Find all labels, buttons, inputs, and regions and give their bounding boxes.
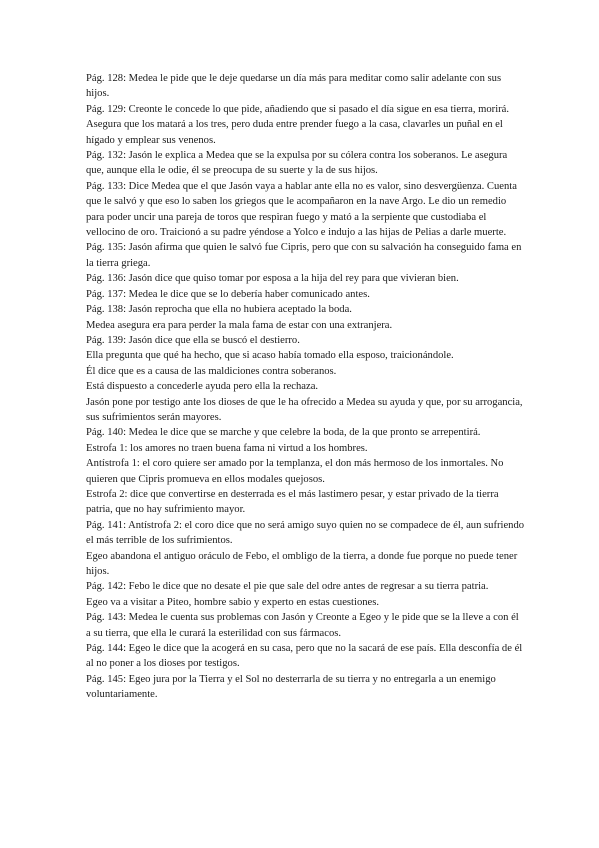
- paragraph: Pág. 144: Egeo le dice que la acogerá en su casa, pero que no la sacará de ese país. Ella desconfía de él al no poner a los dioses por testigos.: [86, 643, 523, 670]
- paragraph: Pág. 143: Medea le cuenta sus problemas con Jasón y Creonte a Egeo y le pide que se la lleve a con él a su tierra, que ella le curará la esterilidad con sus fármacos.: [86, 612, 519, 639]
- paragraph: Asegura que los matará a los tres, pero duda entre prender fuego a la casa, clavarles un puñal en el hígado y emplear sus venenos.: [86, 119, 503, 146]
- paragraph: Pág. 139: Jasón dice que ella se buscó el destierro.: [86, 334, 300, 346]
- paragraph: Pág. 129: Creonte le concede lo que pide, añadiendo que si pasado el día sigue en esa tierra, morirá.: [86, 103, 510, 115]
- paragraph: Está dispuesto a concederle ayuda pero ella la rechaza.: [86, 381, 319, 393]
- document-body: [86, 71, 526, 703]
- paragraph: Antístrofa 1: el coro quiere ser amado por la templanza, el don más hermoso de los inmortales. No quieren que Cipris promueva en ellos modales quejosos.: [86, 458, 504, 485]
- paragraph: Él dice que es a causa de las maldiciones contra soberanos.: [86, 365, 337, 377]
- paragraph: Pág. 145: Egeo jura por la Tierra y el Sol no desterrarla de su tierra y no entregarla a un enemigo voluntariamente.: [86, 673, 496, 701]
- paragraph: Pág. 136: Jasón dice que quiso tomar por esposa a la hija del rey para que vivieran bien.: [86, 273, 459, 285]
- paragraph: Pág. 128: Medea le pide que le deje quedarse un día más para meditar como salir adelante con sus hijos.: [86, 73, 502, 100]
- paragraph: Pág. 135: Jasón afirma que quien le salvó fue Cipris, pero que con su salvación ha conseguido fama en la tierra griega.: [86, 242, 522, 269]
- paragraph: Jasón pone por testigo ante los dioses de que le ha ofrecido a Medea su ayuda y que, por su arrogancia, sus sufrimientos serán mayores.: [86, 396, 523, 423]
- paragraph: Estrofa 1: los amores no traen buena fama ni virtud a los hombres.: [86, 442, 368, 454]
- paragraph: Estrofa 2: dice que convertirse en desterrada es el más lastimero pesar, y estar privado de la tierra patria, que no hay sufrimiento mayor.: [86, 488, 499, 516]
- paragraph: Ella pregunta que qué ha hecho, que si acaso había tomado ella esposo, traicionándole.: [86, 350, 454, 362]
- paragraph: Pág. 138: Jasón reprocha que ella no hubiera aceptado la boda.: [86, 304, 352, 316]
- paragraph: Pág. 133: Dice Medea que el que Jasón vaya a hablar ante ella no es valor, sino desvergüenza. Cuenta que le salvó y que eso lo saben los griegos que le acompañaron en la nave Argo. Le dio un remedio para poder uncir una pareja de toros que respiran fuego y mató a la serpiente que custodiaba el vellocino de oro. Traicionó a su padre yéndose a Yolco e indujo a las hijas de Pelias a darle muerte.: [86, 180, 517, 239]
- paragraph: Egeo abandona el antiguo oráculo de Febo, el ombligo de la tierra, a donde fue porque no puede tener hijos.: [86, 550, 518, 577]
- paragraph: Pág. 132: Jasón le explica a Medea que se la expulsa por su cólera contra los soberanos. Le asegura que, aunque ella le odie, él se preocupa de su suerte y la de sus hijos.: [86, 150, 508, 177]
- paragraph: Pág. 137: Medea le dice que se lo debería haber comunicado antes.: [86, 288, 370, 300]
- paragraph: Pág. 142: Febo le dice que no desate el pie que sale del odre antes de regresar a su tierra patria.: [86, 581, 489, 593]
- paragraph: Medea asegura era para perder la mala fama de estar con una extranjera.: [86, 319, 393, 331]
- paragraph: Pág. 140: Medea le dice que se marche y que celebre la boda, de la que pronto se arrepentirá.: [86, 427, 481, 439]
- paragraph: Egeo va a visitar a Piteo, hombre sabio y experto en estas cuestiones.: [86, 596, 380, 608]
- paragraph: Pág. 141: Antístrofa 2: el coro dice que no será amigo suyo quien no se compadece de él, aun sufriendo el más terrible de los sufrimientos.: [86, 519, 525, 547]
